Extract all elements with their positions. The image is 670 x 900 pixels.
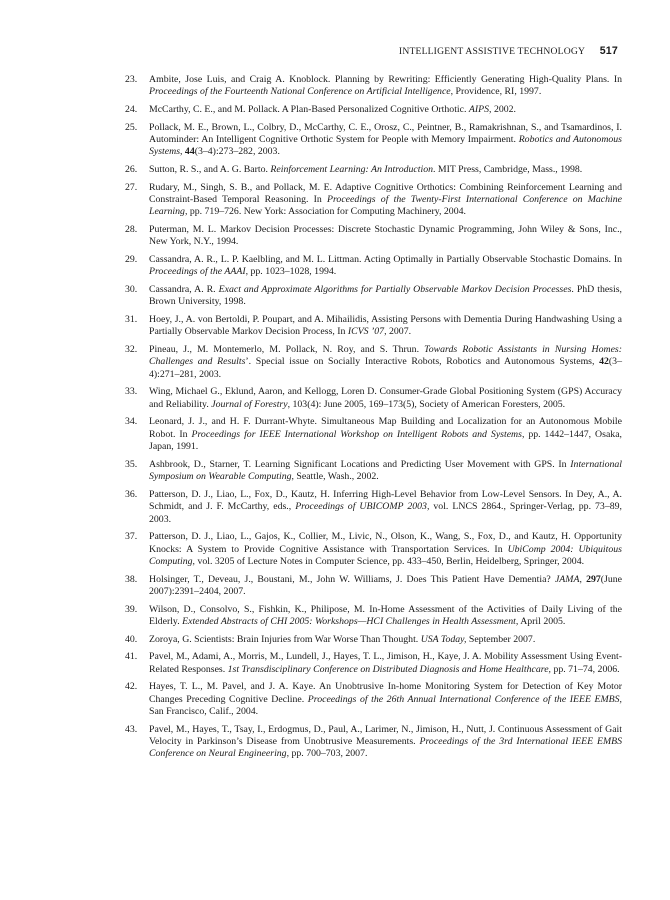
reference-item [125,416,622,453]
reference-item [125,574,622,599]
reference-volume: 297 [586,573,601,585]
reference-item [125,104,622,116]
reference-item [125,314,622,339]
reference-italic-text: Proceedings of UBICOMP 2003, [295,501,430,513]
reference-text: McCarthy, C. E., and M. Pollack. A Plan-Based Personalized Cognitive Orthotic. [149,104,469,115]
reference-text: Wing, Michael G., Eklund, Aaron, and Kellogg, Loren D. Consumer-Grade Global Positioning System (GPS) Accuracy and Reliability. [149,386,622,410]
reference-item [125,182,622,219]
reference-text: , pp. 1023–1028, 1994. [245,266,337,278]
reference-italic-text: AIPS [468,104,490,115]
reference-italic-text: JAMA [554,573,580,585]
reference-text: Hoey, J., A. von Bertoldi, P. Poupart, and A. Mihailidis, Assisting Persons with Dementia During Handwashing Using a Partially Observable Markov Decision Process, In [149,314,622,338]
reference-text: , 2002. [489,104,516,115]
reference-item [125,651,622,676]
reference-item [125,254,622,279]
reference-text: . MIT Press, Cambridge, Mass., 1998. [433,164,583,175]
reference-text: , 2007. [384,326,412,338]
reference-italic-text: Proceedings of the Twenty-First International Conference on Machine Learning [149,194,623,218]
reference-text: Pineau, J., M. Montemerlo, M. Pollack, N. Roy, and S. Thrun. [149,344,425,355]
reference-text: Ambite, Jose Luis, and Craig A. Knoblock. Planning by Rewriting: Efficiently Generating High-Quality Plans. In [149,74,622,85]
reference-italic-text: Exact and Approximate Algorithms for Partially Observable Markov Decision Processes [218,284,572,295]
reference-text: Cassandra, A. R. [149,284,219,295]
reference-text: Pollack, M. E., Brown, L., Colbry, D., McCarthy, C. E., Orosz, C., Peintner, B., Ramakrishnan, S., and Tsamardinos, I. Autominder: An Intelligent Cognitive Orthotic System for People with Memory Impairment. [149,121,622,145]
reference-number: 37. [125,531,138,543]
reference-italic-text: Robotics and Autonomous Systems, [149,134,622,158]
reference-text: , pp. 719–726. New York: Association for Computing Machinery, 2004. [184,206,466,218]
reference-number: 24. [125,104,138,115]
reference-item [125,531,622,568]
reference-number: 41. [125,651,138,663]
reference-list [125,74,622,766]
reference-text: , pp. 700–703, 2007. [286,748,368,760]
reference-text: San Francisco, Calif., 2004. [149,706,259,718]
reference-italic-text: Proceedings for IEEE International Workshop on Intelligent Robots and Systems [191,428,522,440]
reference-number: 30. [125,284,138,295]
reference-item [125,284,622,309]
reference-item [125,386,622,411]
reference-text: Wilson, D., Consolvo, S., Fishkin, K., Philipose, M. In-Home Assessment of the Activities of Daily Living of the Elderly. [149,603,622,628]
reference-number: 27. [125,181,138,193]
reference-text: (3–4):271–281, 2003. [149,356,622,380]
reference-item [125,224,622,249]
reference-item [125,74,622,99]
reference-number: 29. [125,254,138,265]
reference-italic-text: UbiComp 2004: Ubiquitous Computing [149,543,622,568]
reference-number: 35. [125,458,138,470]
reference-number: 40. [125,633,138,645]
reference-text: , Providence, RI, 1997. [450,86,542,98]
reference-text: vol. LNCS 2864., Springer-Verlag, pp. 73–89, 2003. [149,501,622,525]
reference-text: Cassandra, A. R., L. P. Kaelbling, and M. L. Littman. Acting Optimally in Partially Observable Stochastic Domains. In [149,254,622,265]
reference-number: 43. [125,723,138,735]
reference-italic-text: Reinforcement Learning: An Introduction [270,164,434,175]
reference-text: Pavel, M., Adami, A., Morris, M., Lundell, J., Hayes, T. L., Jimison, H., Kaye, J. A. Mobility Assessment Using Event-Related Responses. [149,651,622,675]
reference-text: , pp. 1442–1447, Osaka, Japan, 1991. [149,428,622,453]
running-head-title: INTELLIGENT ASSISTIVE TECHNOLOGY [398,46,586,57]
reference-text: pp. 71–74, 2006. [551,663,620,675]
reference-item [125,489,622,526]
reference-text: Zoroya, G. Scientists: Brain Injuries from War Worse Than Thought. [149,633,421,645]
reference-text: (3–4):273–282, 2003. [194,146,280,158]
reference-item [125,344,622,381]
reference-number: 32. [125,344,138,355]
reference-volume: 44 [184,146,195,158]
reference-number: 38. [125,573,138,585]
reference-item [125,724,622,761]
reference-item [125,122,622,159]
reference-text: Leonard, J. J., and H. F. Durrant-Whyte. Simultaneous Map Building and Localization for an Autonomous Mobile Robot. In [149,416,622,440]
reference-text: Hayes, T. L., M. Pavel, and J. A. Kaye. An Unobtrusive In-home Monitoring System for Detection of Key Motor Changes Preceding Cognitive Decline. [149,681,622,705]
reference-number: 28. [125,224,138,235]
reference-text: Patterson, D. J., Liao, L., Gajos, K., Collier, M., Livic, N., Olson, K., Wang, S., Fox, D., and Kautz, H. Opportunity Knocks: A System to Provide Cognitive Assistance with Transportation Services. In [149,531,622,555]
reference-text: ’. Special issue on Socially Interactive Robots, Robotics and Autonomous Systems, [245,356,600,368]
reference-italic-text: 1st Transdisciplinary Conference on Distributed Diagnosis and Home Healthcare, [227,663,552,675]
reference-italic-text: Journal of Forestry [211,398,288,410]
reference-italic-text: Proceedings of the AAAI [149,266,246,278]
reference-italic-text: Extended Abstracts of CHI 2005: Workshops—HCI Challenges in Health Assessment, [182,616,519,628]
reference-text: Rudary, M., Singh, S. B., and Pollack, M. E. Adaptive Cognitive Orthotics: Combining Reinforcement Learning and Constraint-Based Temporal Reasoning. In [149,181,622,205]
reference-text: Pavel, M., Hayes, T., Tsay, I., Erdogmus, D., Paul, A., Larimer, N., Jimison, H., Nutt, J. Continuous Assessment of Gait Velocity in Parkinson’s Disease from Unobtrusive Measurements. [149,723,622,748]
reference-number: 26. [125,164,138,175]
reference-italic-text: Proceedings of the Fourteenth National Conference on Artificial Intelligence [149,86,451,98]
reference-number: 23. [125,74,138,85]
reference-text: April 2005. [518,616,566,628]
reference-italic-text: Towards Robotic Assistants in Nursing Homes: Challenges and Results [149,344,622,368]
reference-item [125,164,622,176]
reference-text: . PhD thesis, Brown University, 1998. [149,284,622,308]
running-head [399,45,618,57]
reference-italic-text: USA Today, [420,633,467,645]
reference-item [125,634,622,646]
reference-number: 25. [125,121,138,133]
reference-number: 31. [125,314,138,325]
reference-italic-text: International Symposium on Wearable Computing [149,458,622,483]
reference-text: , vol. 3205 of Lecture Notes in Computer Science, pp. 433–450, Berlin, Heidelberg, Springer, 2004. [192,556,585,568]
reference-volume: 42 [599,356,609,368]
reference-item [125,459,622,484]
reference-text: Patterson, D. J., Liao, L., Fox, D., Kautz, H. Inferring High-Level Behavior from Low-Level Sensors. In Dey, A., A. Schmidt, and J. F. McCarthy, eds., [149,488,622,513]
reference-item [125,604,622,629]
reference-text: September 2007. [466,633,536,645]
reference-italic-text: Proceedings of the 3rd International IEEE EMBS Conference on Neural Engineering [149,736,622,760]
reference-number: 33. [125,386,138,398]
reference-text: , Seattle, Wash., 2002. [291,471,379,483]
reference-text: , 103(4): June 2005, 169–173(5), Society of American Foresters, 2005. [287,398,566,410]
reference-text: Sutton, R. S., and A. G. Barto. [149,164,271,175]
reference-number: 34. [125,416,138,428]
reference-text: Ashbrook, D., Starner, T. Learning Significant Locations and Predicting User Movement with GPS. In [149,458,571,470]
reference-number: 42. [125,681,138,693]
reference-item [125,681,622,718]
page-number: 517 [599,45,618,57]
reference-text: , [579,573,587,585]
reference-text: Holsinger, T., Deveau, J., Boustani, M., John W. Williams, J. Does This Patient Have Dementia? [149,573,555,585]
reference-text: Puterman, M. L. Markov Decision Processes: Discrete Stochastic Dynamic Programming, John Wiley & Sons, Inc., New York, N.Y., 1994. [149,224,622,248]
reference-number: 39. [125,603,138,615]
reference-number: 36. [125,488,138,500]
reference-italic-text: ICVS ’07 [347,326,385,338]
reference-text: (June 2007):2391–2404, 2007. [149,573,622,598]
reference-italic-text: Proceedings of the 26th Annual International Conference of the IEEE EMBS, [307,693,622,705]
